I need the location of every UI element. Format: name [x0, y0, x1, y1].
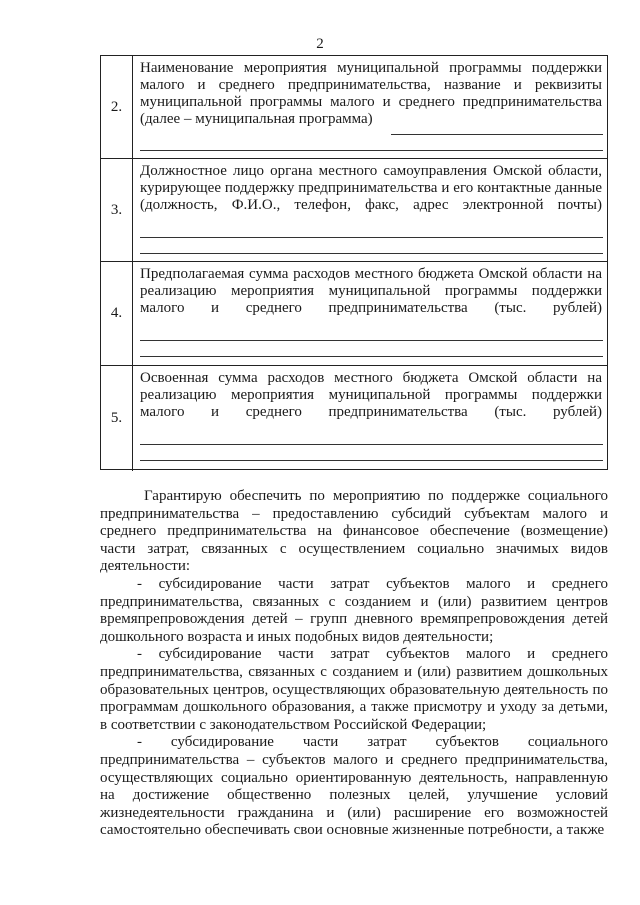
table-row	[101, 366, 607, 471]
guarantee-text	[100, 488, 608, 840]
row-label: Предполагаемая сумма расходов местного бюджета Омской области на реализацию мероприятия муниципальной программы поддержки малого и среднего предпринимательства (тыс. рублей)	[140, 266, 602, 316]
row-label: Освоенная сумма расходов местного бюджета Омской области на реализацию мероприятия муниципальной программы поддержки малого и среднего предпринимательства (тыс. рублей)	[140, 370, 602, 420]
form-table	[100, 55, 608, 470]
fill-line	[140, 340, 603, 341]
row-label: Должностное лицо органа местного самоуправления Омской области, курирующее поддержку предпринимательства и его контактные данные (должность, Ф.И.О., телефон, факс, адрес электронной почты)	[140, 163, 602, 213]
table-row	[101, 159, 607, 262]
row-number: 5.	[101, 366, 133, 471]
fill-line	[140, 253, 603, 254]
table-row	[101, 262, 607, 366]
fill-line	[140, 150, 603, 151]
row-number: 2.	[101, 56, 133, 158]
fill-line	[391, 134, 603, 135]
fill-line	[140, 444, 603, 445]
row-number: 3.	[101, 159, 133, 261]
subsidy-item: - субсидирование части затрат субъектов малого и среднего предпринимательства, связанных с созданием и (или) развитием центров времяпрепровождения детей – групп дневного времяпрепровождения детей дошкольного возраста и иных подобных видов деятельности;	[100, 575, 608, 645]
fill-line	[140, 237, 603, 238]
guarantee-intro: Гарантирую обеспечить по мероприятию по поддержке социального предпринимательства – предоставлению субсидий субъектам малого и среднего предпринимательства на финансовое обеспечение (возмещение) части затрат, связанных с осуществлением социально значимых видов деятельности:	[100, 488, 608, 575]
page-number: 2	[316, 36, 324, 52]
row-number: 4.	[101, 262, 133, 365]
row-label: Наименование мероприятия муниципальной программы поддержки малого и среднего предпринимательства, название и реквизиты муниципальной программы малого и среднего предпринимательства (далее – муниципальная программа)	[140, 60, 602, 127]
subsidy-item: - субсидирование части затрат субъектов социального предпринимательства – субъектов малого и среднего предпринимательства, осуществляющих социально ориентированную деятельность, направленную на достижение общественно полезных целей, улучшение условий жизнедеятельности гражданина и (или) расширение его возможностей самостоятельно обеспечивать свои основные жизненные потребности, а также	[100, 734, 608, 839]
fill-line	[140, 460, 603, 461]
subsidy-item: - субсидирование части затрат субъектов малого и среднего предпринимательства, связанных с созданием и (или) развитием дошкольных образовательных центров, осуществляющих образовательную деятельность по программам дошкольного образования, а также присмотру и уходу за детьми, в соответствии с законодательством Российской Федерации;	[100, 646, 608, 733]
table-row	[101, 56, 607, 159]
fill-line	[140, 356, 603, 357]
